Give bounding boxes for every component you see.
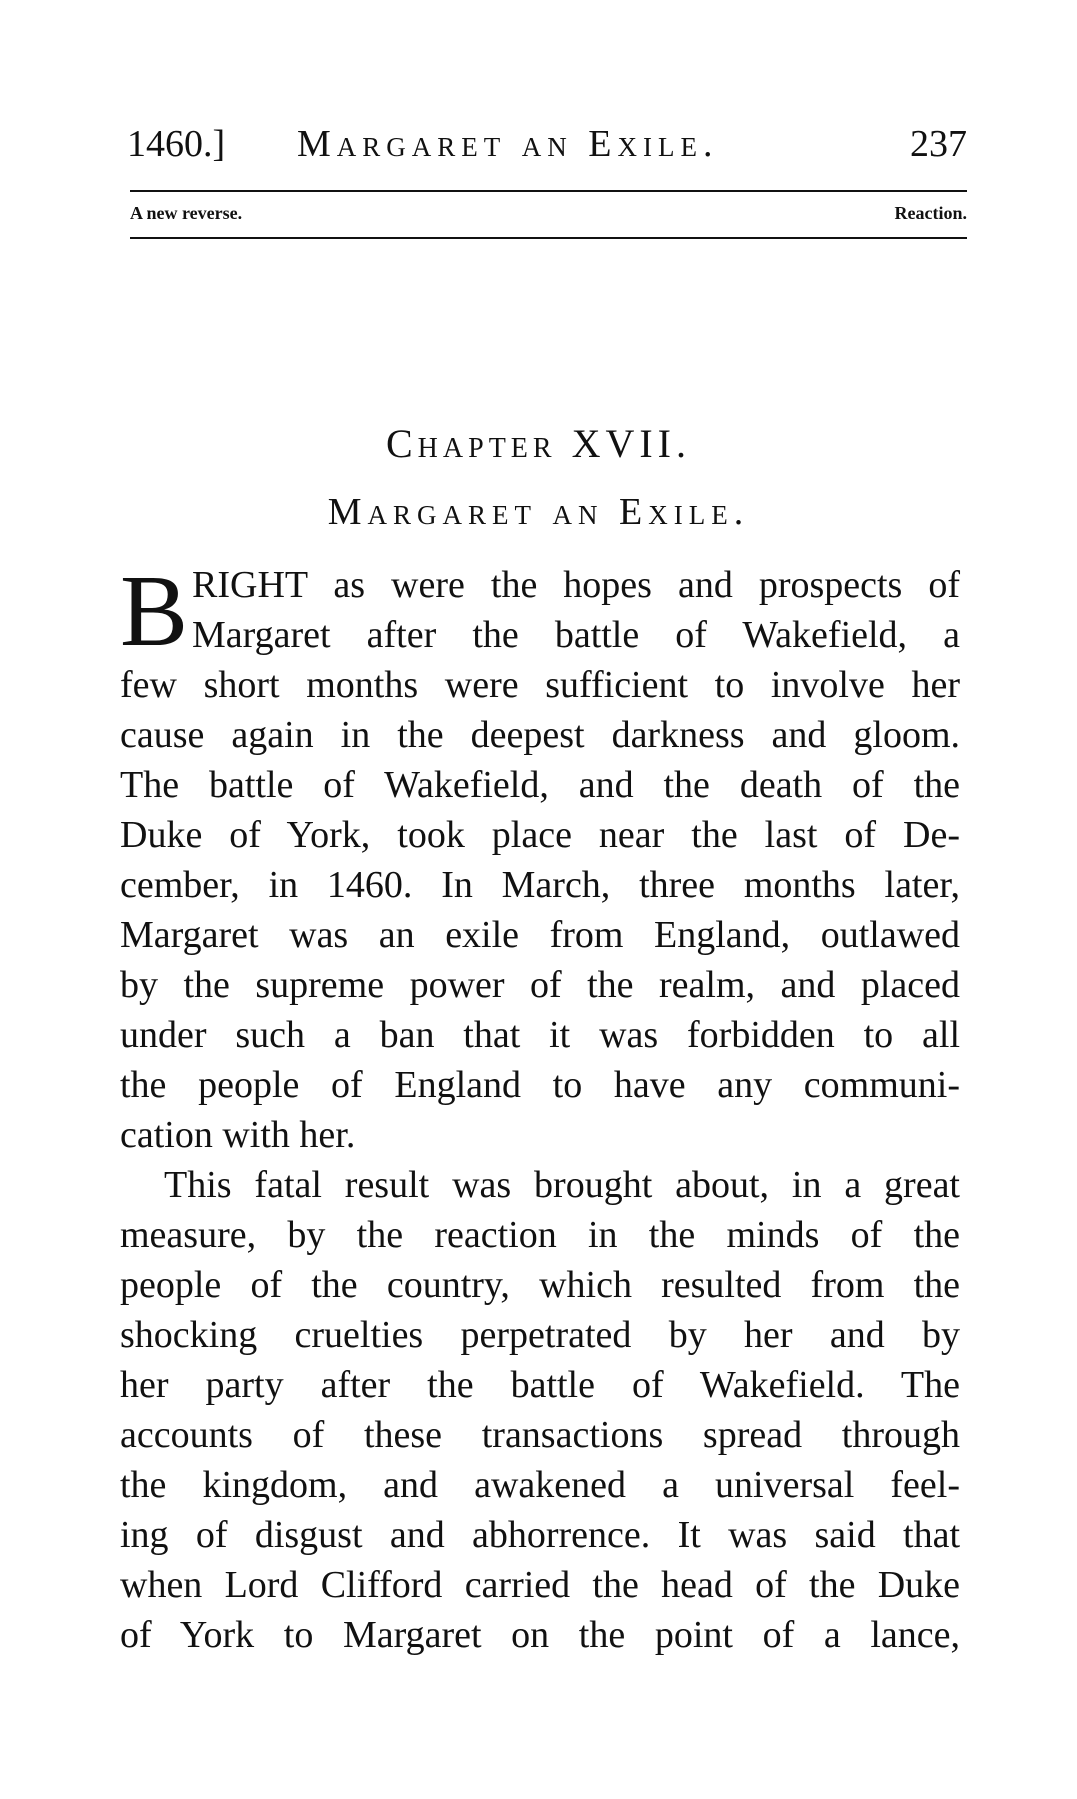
text-line: by the supreme power of the realm, and placed bbox=[120, 964, 960, 1006]
text-line: Duke of York, took place near the last of De- bbox=[120, 814, 960, 856]
text-line: cember, in 1460. In March, three months later, bbox=[120, 864, 960, 906]
text-line: measure, by the reaction in the minds of the bbox=[120, 1214, 960, 1256]
text-line: under such a ban that it was forbidden to all bbox=[120, 1014, 960, 1056]
text-line: ing of disgust and abhorrence. It was said that bbox=[120, 1514, 960, 1556]
running-head-year: 1460.] bbox=[127, 123, 226, 165]
text-line: of York to Margaret on the point of a lance, bbox=[120, 1614, 960, 1656]
sidenote-left: A new reverse. bbox=[130, 203, 243, 223]
paragraph-1 bbox=[120, 555, 960, 1160]
text-line: The battle of Wakefield, and the death of the bbox=[120, 764, 960, 806]
text-line: cause again in the deepest darkness and gloom. bbox=[120, 714, 960, 756]
running-head-title: Margaret an Exile. bbox=[297, 123, 719, 165]
body-text bbox=[120, 555, 960, 1660]
text-line: Margaret was an exile from England, outlawed bbox=[120, 914, 960, 956]
header-rule-top bbox=[130, 190, 967, 192]
sidenotes bbox=[130, 203, 967, 231]
text-line: when Lord Clifford carried the head of the Duke bbox=[120, 1564, 960, 1606]
text-line: Margaret after the battle of Wakefield, a bbox=[192, 614, 960, 656]
paragraph-2 bbox=[120, 1160, 960, 1660]
header-rule-bottom bbox=[130, 237, 967, 239]
page-number: 237 bbox=[910, 123, 967, 165]
text-line: the people of England to have any communi- bbox=[120, 1064, 960, 1106]
text-line: shocking cruelties perpetrated by her and by bbox=[120, 1314, 960, 1356]
running-head bbox=[127, 122, 967, 172]
chapter-title: Margaret an Exile. bbox=[327, 491, 750, 533]
text-line: people of the country, which resulted from the bbox=[120, 1264, 960, 1306]
text-line: cation with her. bbox=[120, 1114, 356, 1156]
text-line: This fatal result was brought about, in a great bbox=[164, 1164, 960, 1206]
text-line: her party after the battle of Wakefield. The bbox=[120, 1364, 960, 1406]
text-line: the kingdom, and awakened a universal feel- bbox=[120, 1464, 960, 1506]
text-line: RIGHT as were the hopes and prospects of bbox=[192, 564, 960, 606]
sidenote-right: Reaction. bbox=[894, 203, 967, 223]
text-line: few short months were sufficient to involve her bbox=[120, 664, 960, 706]
drop-cap: B bbox=[120, 555, 189, 668]
text-line: accounts of these transactions spread through bbox=[120, 1414, 960, 1456]
chapter-number: Chapter XVII. bbox=[386, 421, 691, 466]
